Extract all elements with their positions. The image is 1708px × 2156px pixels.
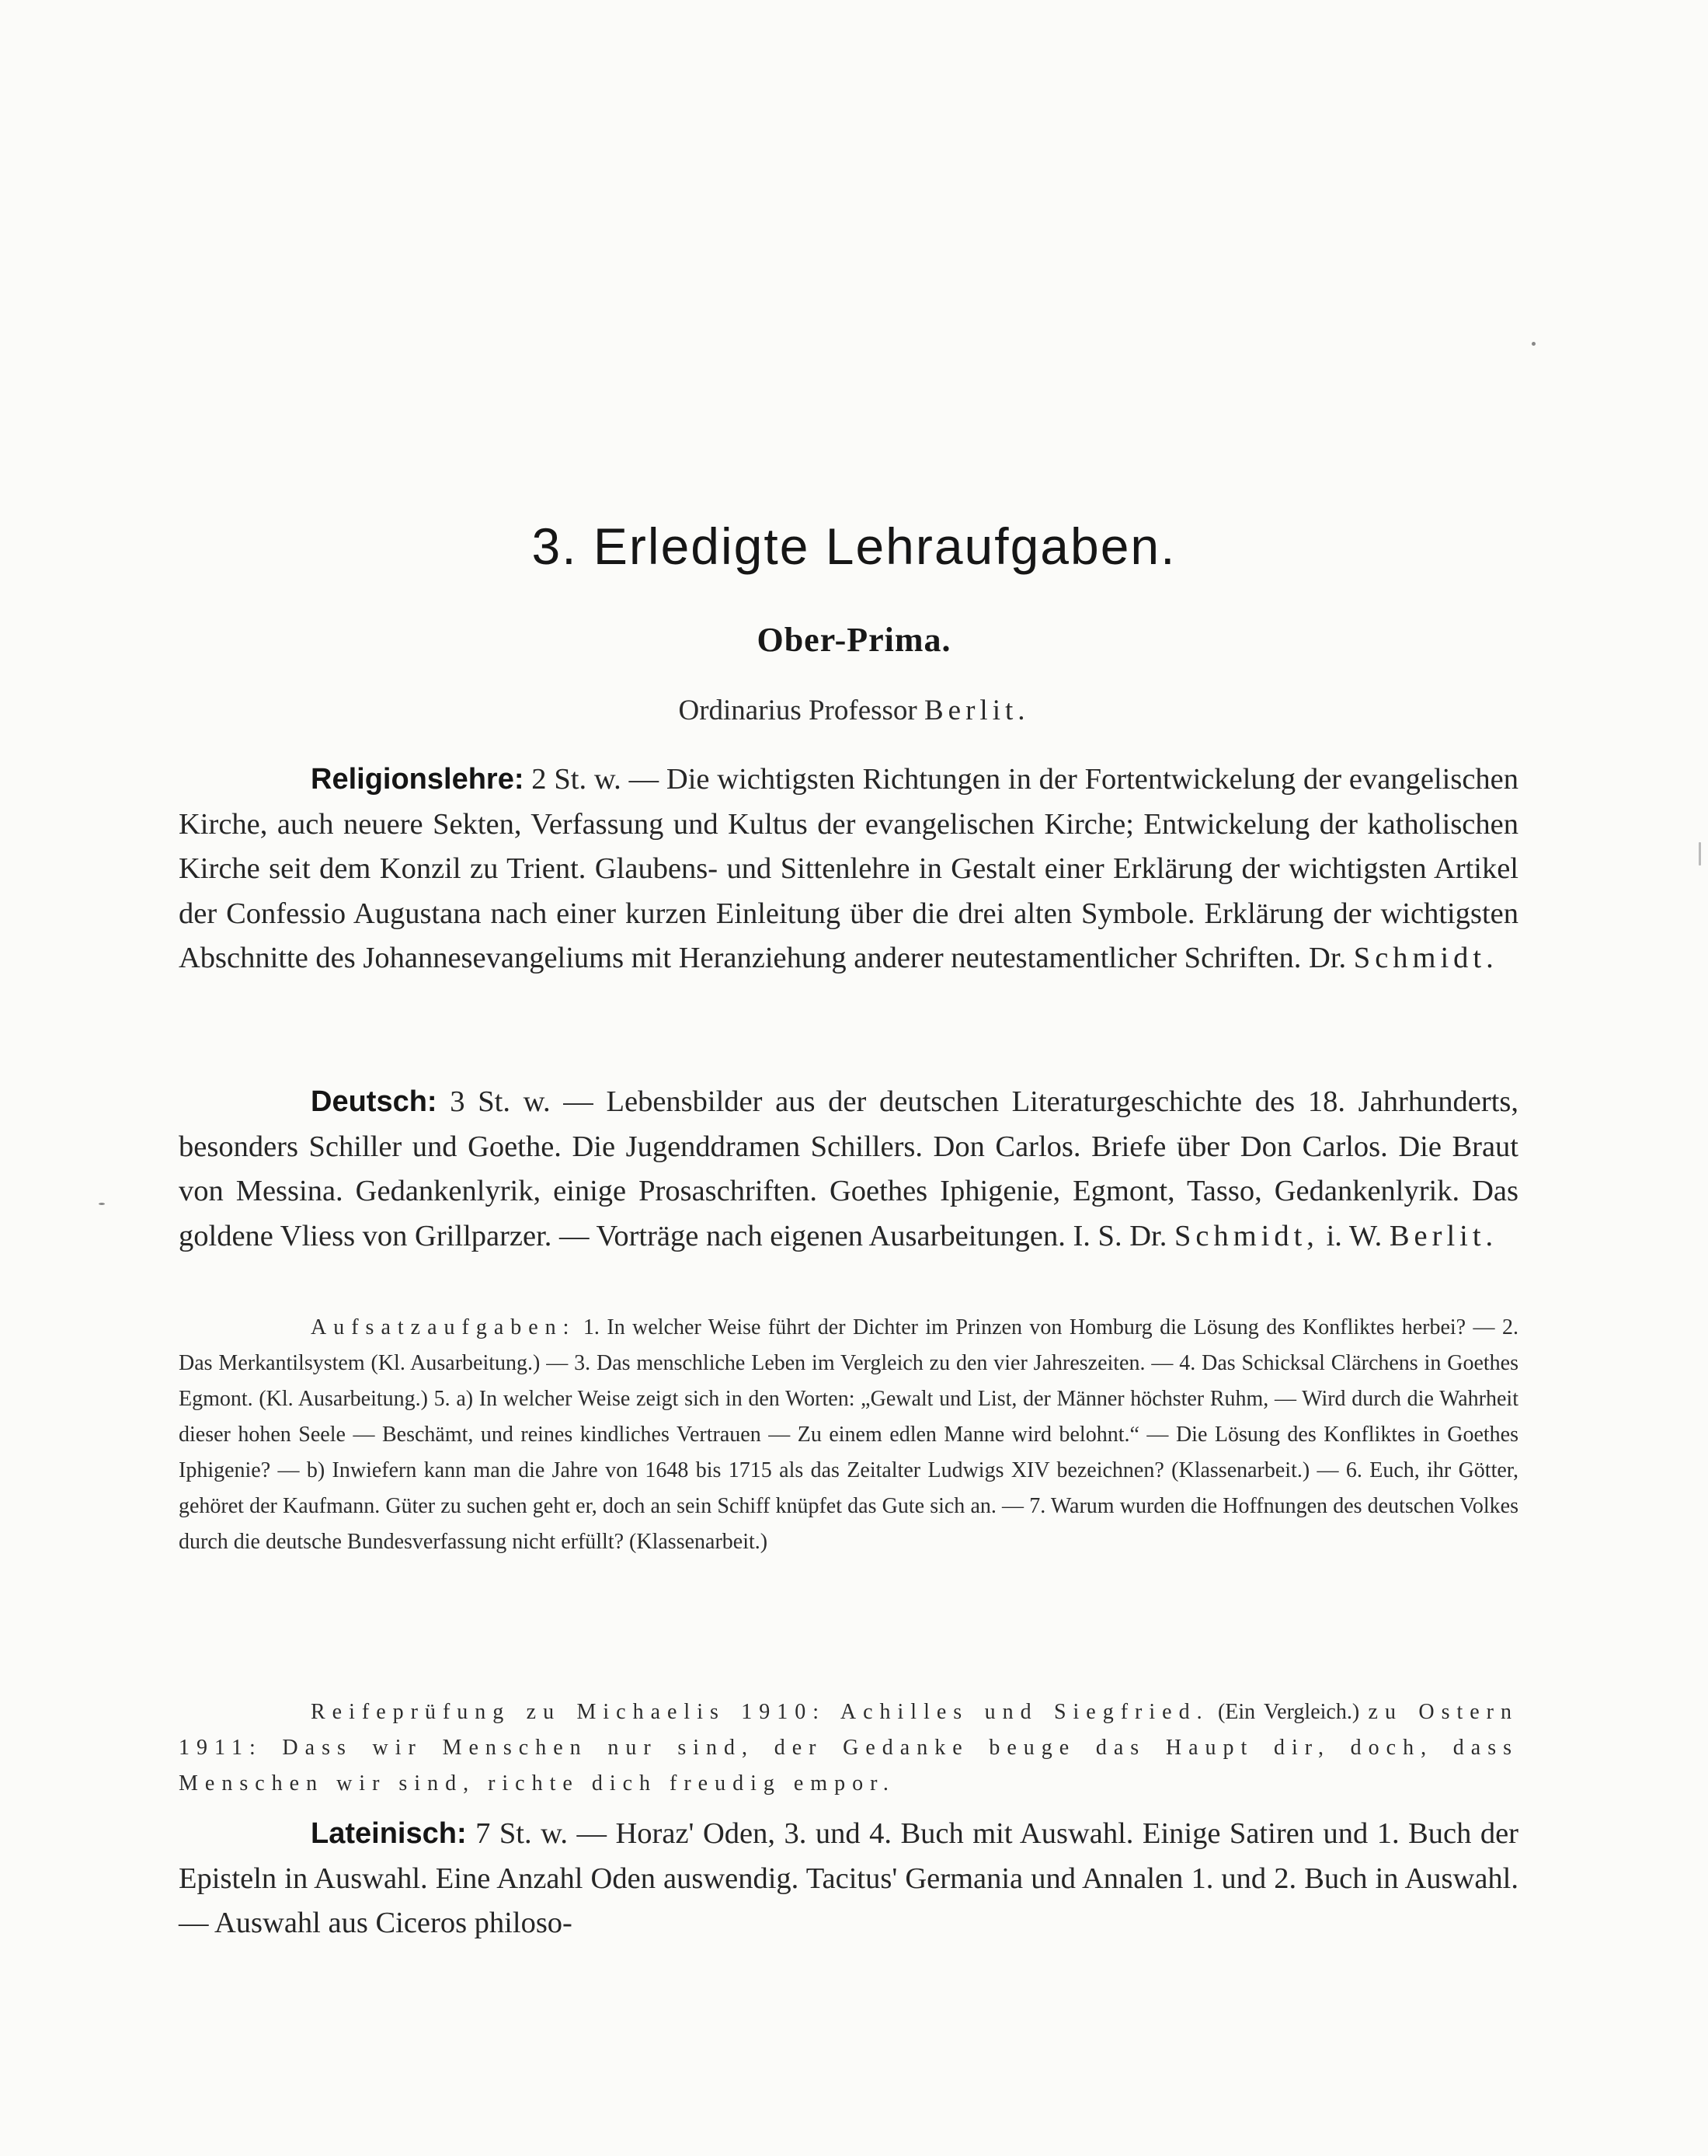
ordinarius-line — [0, 694, 1708, 727]
aufsatz-label: Aufsatzaufgaben: — [311, 1315, 576, 1339]
scan-speck — [99, 1203, 105, 1205]
ordinarius-name: Berlit. — [924, 695, 1030, 726]
ordinarius-label: Ordinarius Professor — [678, 695, 917, 726]
religion-teacher-prefix: Dr. — [1309, 942, 1347, 974]
section-heading: 3. Erledigte Lehraufgaben. — [531, 517, 1177, 575]
reifepruefung-paragraph — [179, 1694, 1518, 1802]
reife-label: Reifeprüfung zu Michaelis 1910: Achilles und Siegfried. — [311, 1700, 1209, 1724]
latein-subject: Lateinisch: — [311, 1817, 467, 1850]
religion-text: 2 St. w. — Die wichtigsten Richtungen in der Fortentwickelung der evangelischen Kirche, auch neuere Sekten, Verfassung und Kultus der evangelischen Kirche; Entwickelung der katholischen Kirche seit dem Konzil zu Trient. Glaubens- und Sittenlehre in Gestalt einer Erklärung der wichtigsten Artikel der Confessio Augustana nach einer kurzen Einleitung über die drei alten Symbole. Erklärung der wichtigsten Abschnitte des Johannesevangeliums mit Heranziehung anderer neutestamentlicher Schriften. — [179, 763, 1518, 974]
religion-paragraph — [179, 758, 1518, 981]
deutsch-teacher-2: Berlit. — [1389, 1219, 1498, 1252]
deutsch-teacher-1: Schmidt, — [1174, 1219, 1319, 1252]
latein-text: 7 St. w. — Horaz' Oden, 3. und 4. Buch mit Auswahl. Einige Satiren und 1. Buch der Episteln in Auswahl. Eine Anzahl Oden auswendig. Tacitus' Germania und Annalen 1. und 2. Buch in Auswahl. — Auswahl aus Ciceros philoso- — [179, 1817, 1518, 1939]
deutsch-text: 3 St. w. — Lebensbilder aus der deutschen Literaturgeschichte des 18. Jahrhunderts, besonders Schiller und Goethe. Die Jugenddramen Schillers. Don Carlos. Briefe über Don Carlos. Die Braut von Messina. Gedankenlyrik, einige Prosaschriften. Goethes Iphigenie, Egmont, Tasso, Gedankenlyrik. Das goldene Vliess von Grillparzer. — Vorträge nach eigenen Ausarbeitungen. I. S. Dr. — [179, 1085, 1518, 1252]
aufsatz-text: 1. In welcher Weise führt der Dichter im Prinzen von Homburg die Lösung des Konfliktes herbei? — 2. Das Merkantilsystem (Kl. Ausarbeitung.) — 3. Das menschliche Leben im Vergleich zu den vier Jahreszeiten. — 4. Das Schicksal Clärchens in Goethes Egmont. (Kl. Ausarbeitung.) 5. a) In welcher Weise zeigt sich in den Worten: „Gewalt und List, der Männer höchster Ruhm, — Wird durch die Wahrheit dieser hohen Seele — Beschämt, und reines kindliches Vertrauen — Zu einem edlen Manne wird belohnt.“ — Die Lösung des Konfliktes in Goethes Iphigenie? — b) Inwiefern kann man die Jahre von 1648 bis 1715 als das Zeitalter Ludwigs XIV bezeichnen? (Klassenarbeit.) — 6. Euch, ihr Götter, gehöret der Kaufmann. Güter zu suchen geht er, doch an sein Schiff knüpfet das Gute sich an. — 7. Warum wurden die Hoffnungen des deutschen Volkes durch die deutsche Bundesverfassung nicht erfüllt? (Klassenarbeit.) — [179, 1315, 1518, 1554]
deutsch-paragraph — [179, 1080, 1518, 1259]
religion-teacher: Schmidt. — [1353, 942, 1498, 974]
deutsch-subject: Deutsch: — [311, 1085, 437, 1118]
scan-speck — [1699, 842, 1701, 866]
class-title: Ober-Prima. — [757, 621, 951, 659]
aufsatz-paragraph — [179, 1310, 1518, 1560]
reife-part2: zu Ostern 1911: Dass wir Menschen nur sind, der Gedanke beuge das Haupt dir, doch, dass Menschen wir sind, richte dich freudig empor. — [179, 1700, 1519, 1796]
religion-subject: Religionslehre: — [311, 763, 524, 796]
scan-speck — [1532, 342, 1536, 346]
latein-paragraph — [179, 1812, 1518, 1946]
deutsch-teacher-2-prefix: i. W. — [1326, 1219, 1383, 1252]
reife-note: (Ein Vergleich.) — [1209, 1700, 1369, 1724]
